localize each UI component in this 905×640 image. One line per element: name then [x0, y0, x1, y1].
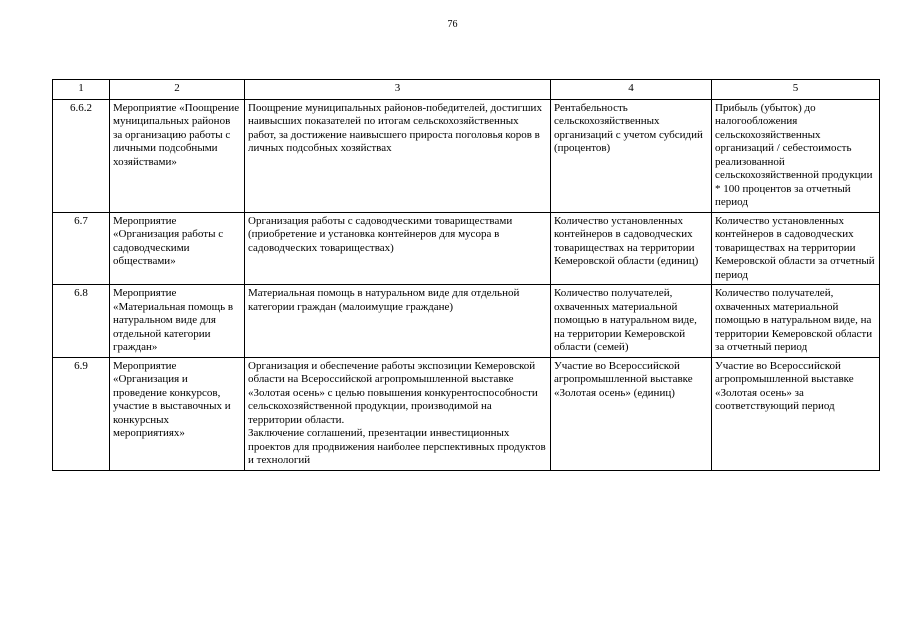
- indicator-name: Количество получателей, охваченных материальной помощью в натуральном виде, на территории Кемеровской области (семей): [551, 285, 712, 358]
- table-row: [53, 285, 880, 358]
- row-number: 6.9: [53, 357, 110, 470]
- header-cell-2: 2: [110, 80, 245, 100]
- page-number: 76: [447, 19, 458, 30]
- indicator-name: Количество установленных контейнеров в садоводческих товариществах на территории Кемеровской области (единиц): [551, 212, 712, 285]
- calculation-method: Участие во Всероссийской агропромышленной выставке «Золотая осень» за соответствующий период: [712, 357, 880, 470]
- row-number: 6.6.2: [53, 99, 110, 212]
- event-name: Мероприятие «Поощрение муниципальных районов за организацию работы с личными подсобными хозяйствами»: [110, 99, 245, 212]
- calculation-method: Количество установленных контейнеров в садоводческих товариществах на территории Кемеровской области за отчетный период: [712, 212, 880, 285]
- table-row: [53, 357, 880, 470]
- indicator-name: Рентабельность сельскохозяйственных организаций с учетом субсидий (процентов): [551, 99, 712, 212]
- header-cell-5: 5: [712, 80, 880, 100]
- header-cell-4: 4: [551, 80, 712, 100]
- calculation-method: Прибыль (убыток) до налогообложения сельскохозяйственных организаций / себестоимость реализованной сельскохозяйственной продукции * 100 процентов за отчетный период: [712, 99, 880, 212]
- event-description: Организация и обеспечение работы экспозиции Кемеровской области на Всероссийской агропромышленной выставке «Золотая осень» с целью повышения конкурентоспособности сельскохозяйственной продукции, производимой на территории области. Заключение соглашений, презентации инвестиционных проектов для продвижения наиболее перспективных продуктов и технологий: [245, 357, 551, 470]
- event-name: Мероприятие «Организация и проведение конкурсов, участие в выставочных и конкурсных мероприятиях»: [110, 357, 245, 470]
- table-header-row: [53, 80, 880, 100]
- event-description: Организация работы с садоводческими товариществами (приобретение и установка контейнеров для мусора в садоводческих товариществах): [245, 212, 551, 285]
- event-name: Мероприятие «Организация работы с садоводческими обществами»: [110, 212, 245, 285]
- header-cell-3: 3: [245, 80, 551, 100]
- table-row: [53, 212, 880, 285]
- indicator-name: Участие во Всероссийской агропромышленной выставке «Золотая осень» (единиц): [551, 357, 712, 470]
- row-number: 6.7: [53, 212, 110, 285]
- header-cell-1: 1: [53, 80, 110, 100]
- calculation-method: Количество получателей, охваченных материальной помощью в натуральном виде, на территории Кемеровской области за отчетный период: [712, 285, 880, 358]
- event-description: Материальная помощь в натуральном виде для отдельной категории граждан (малоимущие граждане): [245, 285, 551, 358]
- row-number: 6.8: [53, 285, 110, 358]
- event-name: Мероприятие «Материальная помощь в натуральном виде для отдельной категории граждан»: [110, 285, 245, 358]
- table-row: [53, 99, 880, 212]
- indicators-table: [52, 79, 880, 471]
- event-description: Поощрение муниципальных районов-победителей, достигших наивысших показателей по итогам сельскохозяйственных работ, за достижение наивысшего прироста поголовья коров в личных подсобных хозяйствах: [245, 99, 551, 212]
